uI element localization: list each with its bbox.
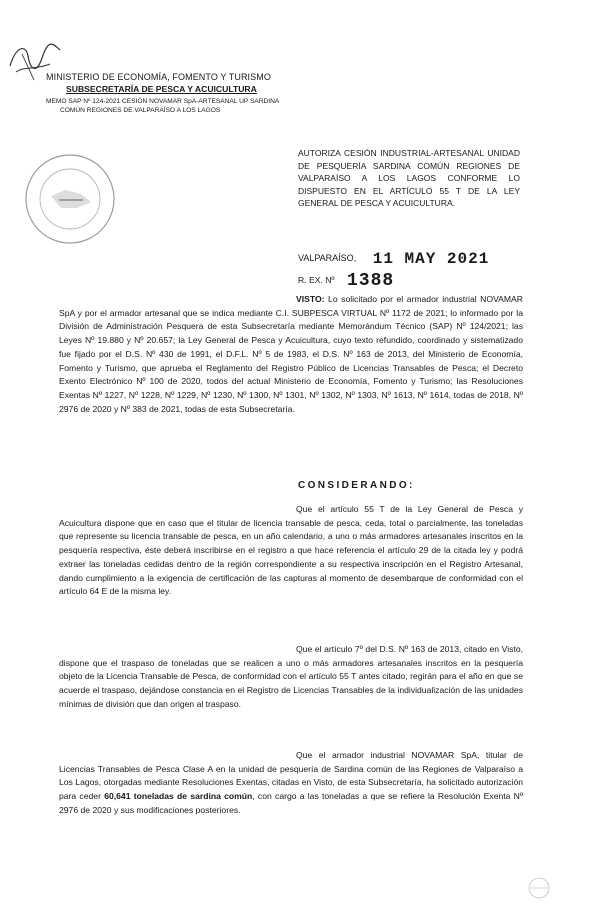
resolution-number: 1388 [346,271,395,291]
visto-text: Lo solicitado por el armador industrial NOVAMAR SpA y por el armador artesanal que se indica mediante C.I. SUBPESCA VIRTUAL Nº 1172 de 2021; lo informado por la División de Administración Pesquera de esta Subsecretaría mediante Memorándum Técnico (SAP) Nº 124/2021; las Leyes Nº 19.880 y Nº 20.657; la Ley General de Pesca y Acuicultura, cuyo texto refundido, coordinado y sistematizado fue fijado por el D.S. Nº 430 de 1991, el D.F.L. Nº 5 de 1983, el D.S. Nº 163 de 2013, del Ministerio de Economía, Fomento y Turismo, que aprueba el Reglamento del Registro Público de Licencias Transables de Pesca; el Decreto Exento Electrónico Nº 100 de 2020, todos del actual Ministerio de Economía, Fomento y Turismo; las Resoluciones Exentas Nº 1227, Nº 1228, Nº 1229, Nº 1230, Nº 1300, Nº 1301, Nº 1302, Nº 1303, Nº 1613, Nº 1614, todas de 2018, Nº 2976 de 2020 y Nº 383 de 2021, todas de esta Subsecretaría. [59,294,523,414]
memo-reference-2: COMÚN REGIONES DE VALPARAÍSO A LOS LAGOS [60,107,221,114]
resolution-number-line [298,271,395,291]
header-block [46,71,306,115]
resolution-label: R. EX. Nº [298,275,335,285]
considerando-paragraph-2 [59,643,523,712]
ministry-name: MINISTERIO DE ECONOMÍA, FOMENTO Y TURISMO [46,72,271,82]
considerando-paragraph-1 [59,503,523,599]
corner-stamp-mark [518,876,560,900]
resolution-summary: AUTORIZA CESIÓN INDUSTRIAL-ARTESANAL UNIDAD DE PESQUERÍA SARDINA COMÚN REGIONES DE VALPARAÍSO A LOS LAGOS CONFORME LO DISPUESTO EN EL ARTÍCULO 55 T DE LA LEY GENERAL DE PESCA Y ACUICULTURA. [298,148,520,209]
place-date-line [298,250,490,268]
memo-reference: MEMO SAP Nº 124-2021 CESIÓN NOVAMAR SpA-ARTESANAL UP SARDINA [46,98,280,105]
official-stamp-seal [21,150,119,248]
date-stamp: 11 MAY 2021 [372,250,490,268]
visto-label: VISTO: [296,294,325,304]
place: VALPARAÍSO, [298,253,357,263]
subsecretaria-name: SUBSECRETARÍA DE PESCA Y ACUICULTURA [66,84,257,94]
considerando-1-text: Que el artículo 55 T de la Ley General de Pesca y Acuicultura dispone que en caso que el titular de licencia transable de pesca, ceda, total o parcialmente, las toneladas que represente su licencia transable de pesca, en un año calendario, a uno o más armadores artesanales inscritos en la pesquería respectiva, éste deberá inscribirse en el registro a que hace referencia el artículo 29 de la citada ley y podrá extraer las toneladas cedidas dentro de la región correspondiente a su respectiva inscripción en el Registro Artesanal, dando cumplimiento a la exigencia de certificación de las capturas al momento de desembarque de conformidad con el artículo 64 E de la misma ley. [59,504,523,597]
considerando-3-bold: 60,641 toneladas de sardina común [104,791,253,802]
considerando-2-text: Que el artículo 7º del D.S. Nº 163 de 2013, citado en Visto, dispone que el traspaso de toneladas que se realicen a uno o más armadores artesanales inscritos en la pesquería objeto de la Licencia Transable de Pesca, de conformidad con el artículo 55 T antes citado, regirán para el año en que se acuerde el traspaso, dejándose constancia en el Registro de Licencias Transables de la individualización de las unidades mínimas de división que dan origen al traspaso. [59,644,523,709]
considerando-3-text-a: Que el armador industrial NOVAMAR SpA, titular de Licencias Transables de Pesca Clase A en la unidad de pesquería de Sardina común de las Regiones de Valparaíso a Los Lagos, otorgadas mediante Resoluciones Exentas, citadas en Visto, de esta Subsecretaría, ha solicitado autorización para ceder [59,750,523,802]
visto-section [59,293,523,416]
considerando-3-text-b: , con cargo a las toneladas a que se refiere la Resolución Exenta Nº 2976 de 2020 y sus modificaciones posteriores. [59,791,524,815]
considerando-paragraph-3 [59,749,523,818]
considerando-heading: CONSIDERANDO: [298,480,415,491]
